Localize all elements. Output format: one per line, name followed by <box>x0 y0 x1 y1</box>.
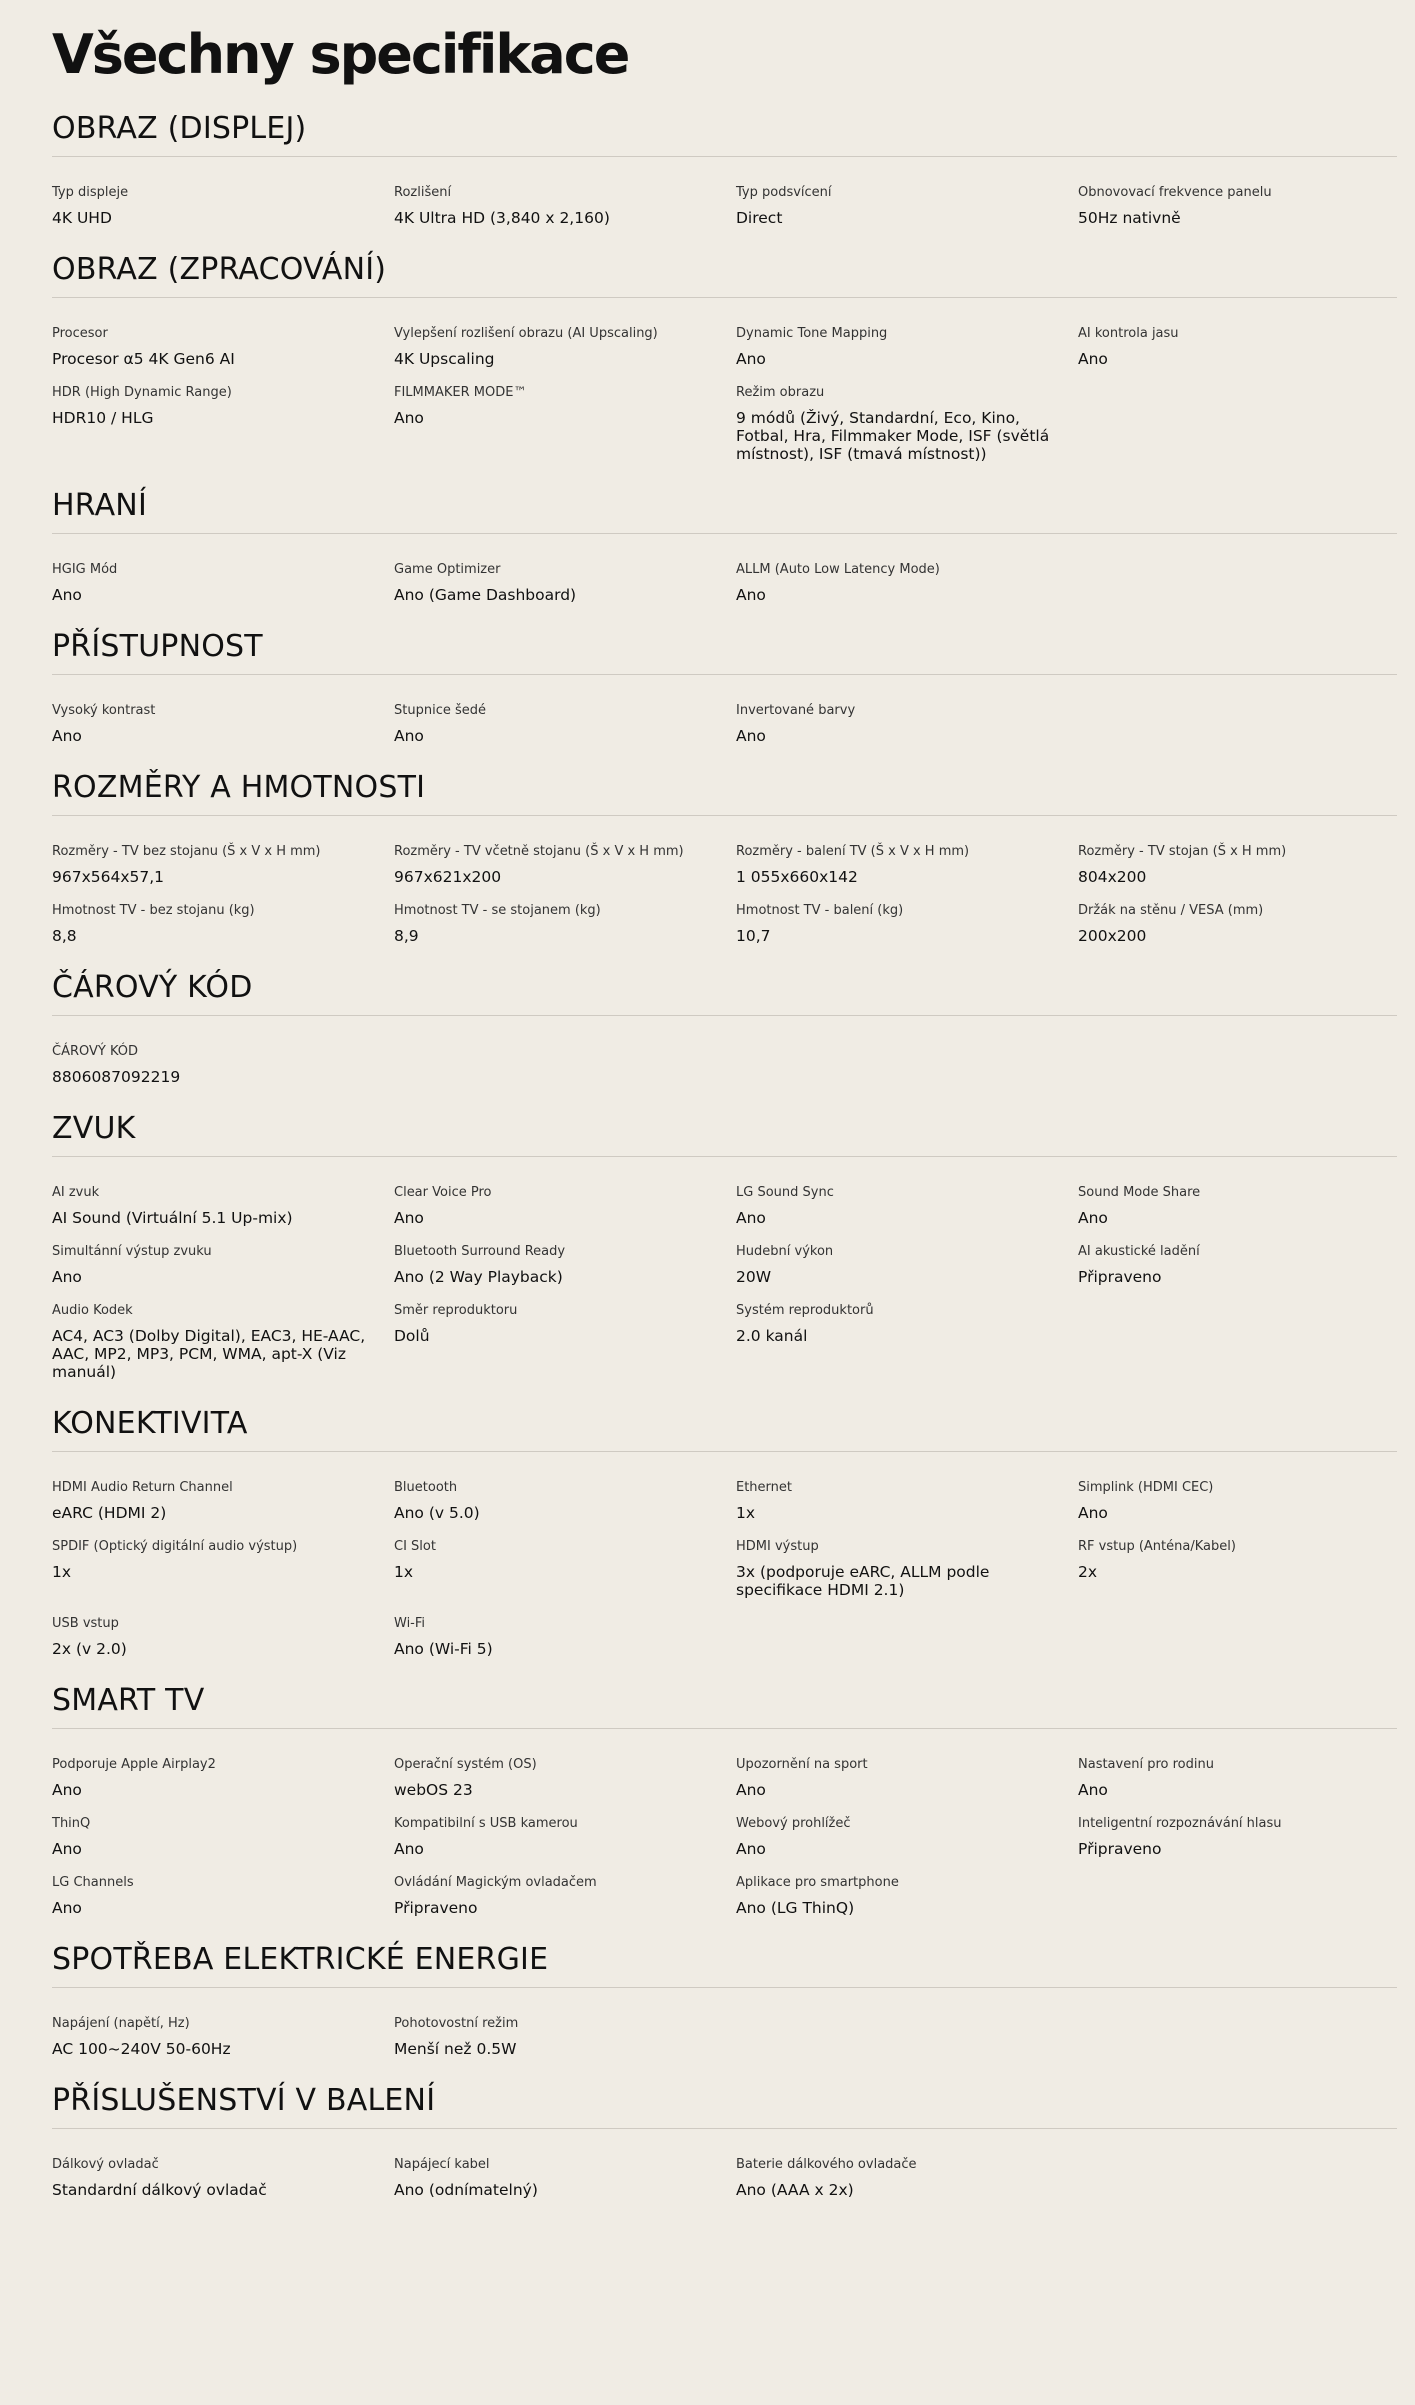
spec-item <box>1078 1539 1390 1599</box>
spec-label: Režim obrazu <box>736 385 825 400</box>
spec-value: 804x200 <box>1078 868 1147 886</box>
spec-item <box>394 1539 736 1599</box>
spec-value: Připraveno <box>1078 1268 1162 1286</box>
spec-label: Vysoký kontrast <box>52 703 156 718</box>
spec-section <box>52 487 1397 604</box>
spec-item <box>394 1616 736 1658</box>
spec-label: Operační systém (OS) <box>394 1757 537 1772</box>
spec-grid <box>52 703 1397 745</box>
spec-label: AI akustické ladění <box>1078 1244 1200 1259</box>
spec-label: Ethernet <box>736 1480 792 1495</box>
spec-item <box>394 703 736 745</box>
spec-label: CI Slot <box>394 1539 436 1554</box>
spec-label: Podporuje Apple Airplay2 <box>52 1757 216 1772</box>
spec-value: 2.0 kanál <box>736 1327 808 1345</box>
spec-item <box>736 185 1078 227</box>
spec-label: Typ displeje <box>52 185 129 200</box>
spec-item <box>52 1539 394 1599</box>
spec-item <box>52 1480 394 1522</box>
spec-label: Simultánní výstup zvuku <box>52 1244 212 1259</box>
spec-item <box>736 1244 1078 1286</box>
spec-label: Vylepšení rozlišení obrazu (AI Upscaling) <box>394 326 658 341</box>
spec-label: Wi-Fi <box>394 1616 426 1631</box>
spec-value: 9 módů (Živý, Standardní, Eco, Kino, Fotbal, Hra, Filmmaker Mode, ISF (světlá místnost), ISF (tmavá místnost)) <box>736 409 1050 463</box>
spec-item <box>52 185 394 227</box>
spec-value: 10,7 <box>736 927 771 945</box>
spec-label: Stupnice šedé <box>394 703 486 718</box>
spec-label: Hudební výkon <box>736 1244 834 1259</box>
spec-value: 2x <box>1078 1563 1098 1581</box>
section-divider <box>52 1015 1397 1016</box>
section-divider <box>52 674 1397 675</box>
spec-label: Aplikace pro smartphone <box>736 1875 899 1890</box>
spec-section <box>52 110 1397 227</box>
section-title: ROZMĚRY A HMOTNOSTI <box>52 770 426 805</box>
spec-label: Bluetooth <box>394 1480 458 1495</box>
spec-label: Rozměry - TV včetně stojanu (Š x V x H mm) <box>394 844 684 859</box>
spec-value: Ano <box>52 1268 82 1286</box>
spec-value: 1x <box>52 1563 72 1581</box>
spec-item <box>394 1303 736 1381</box>
spec-value: Ano (odnímatelný) <box>394 2181 538 2199</box>
spec-label: Nastavení pro rodinu <box>1078 1757 1214 1772</box>
spec-item <box>52 2157 394 2199</box>
spec-label: RF vstup (Anténa/Kabel) <box>1078 1539 1236 1554</box>
spec-item <box>736 1539 1078 1599</box>
spec-item <box>52 562 394 604</box>
spec-item <box>52 385 394 463</box>
spec-item <box>394 903 736 945</box>
spec-item <box>52 1875 394 1917</box>
spec-value: 8,8 <box>52 927 77 945</box>
spec-value: Procesor α5 4K Gen6 AI <box>52 350 235 368</box>
section-divider <box>52 297 1397 298</box>
spec-label: HDR (High Dynamic Range) <box>52 385 232 400</box>
spec-label: Ovládání Magickým ovladačem <box>394 1875 597 1890</box>
spec-item <box>394 1185 736 1227</box>
spec-label: HDMI Audio Return Channel <box>52 1480 233 1495</box>
spec-value: AI Sound (Virtuální 5.1 Up-mix) <box>52 1209 293 1227</box>
spec-item <box>394 185 736 227</box>
spec-item <box>394 1816 736 1858</box>
section-title: PŘÍSLUŠENSTVÍ V BALENÍ <box>52 2083 436 2118</box>
spec-item <box>736 385 1078 463</box>
spec-item <box>1078 1480 1390 1522</box>
spec-label: Baterie dálkového ovladače <box>736 2157 917 2172</box>
spec-label: Napájecí kabel <box>394 2157 490 2172</box>
spec-item <box>52 1044 394 1086</box>
spec-label: AI kontrola jasu <box>1078 326 1179 341</box>
spec-item <box>394 844 736 886</box>
section-divider <box>52 1987 1397 1988</box>
spec-item <box>1078 844 1390 886</box>
spec-value: Ano <box>394 409 424 427</box>
spec-label: Směr reproduktoru <box>394 1303 518 1318</box>
spec-section <box>52 1405 1397 1658</box>
spec-item <box>52 1816 394 1858</box>
spec-value: 50Hz nativně <box>1078 209 1181 227</box>
spec-item <box>52 903 394 945</box>
spec-section <box>52 251 1397 463</box>
spec-item <box>736 703 1078 745</box>
spec-label: ČÁROVÝ KÓD <box>52 1044 139 1059</box>
spec-label: LG Sound Sync <box>736 1185 834 1200</box>
section-title: PŘÍSTUPNOST <box>52 629 263 664</box>
spec-item <box>736 1303 1078 1381</box>
spec-value: Ano <box>52 1781 82 1799</box>
spec-value: HDR10 / HLG <box>52 409 154 427</box>
spec-value: Ano <box>736 1840 766 1858</box>
spec-grid <box>52 326 1397 463</box>
spec-label: Dálkový ovladač <box>52 2157 159 2172</box>
spec-value: 2x (v 2.0) <box>52 1640 127 1658</box>
spec-label: ALLM (Auto Low Latency Mode) <box>736 562 940 577</box>
spec-value: Ano <box>52 1840 82 1858</box>
spec-value: 967x564x57,1 <box>52 868 165 886</box>
section-divider <box>52 1451 1397 1452</box>
spec-value: Ano <box>1078 1504 1108 1522</box>
spec-label: Invertované barvy <box>736 703 856 718</box>
spec-label: Rozměry - TV bez stojanu (Š x V x H mm) <box>52 844 321 859</box>
spec-value: Direct <box>736 209 783 227</box>
spec-item <box>52 2016 394 2058</box>
spec-value: Ano (Game Dashboard) <box>394 586 577 604</box>
spec-grid <box>52 1757 1397 1917</box>
spec-item <box>736 844 1078 886</box>
spec-item <box>736 1875 1078 1917</box>
spec-value: 8806087092219 <box>52 1068 181 1086</box>
spec-label: Upozornění na sport <box>736 1757 868 1772</box>
spec-value: Ano <box>736 586 766 604</box>
spec-label: Systém reproduktorů <box>736 1303 874 1318</box>
section-title: SPOTŘEBA ELEKTRICKÉ ENERGIE <box>52 1942 549 1977</box>
spec-sections <box>52 110 1397 2199</box>
spec-item <box>52 326 394 368</box>
spec-grid <box>52 2157 1397 2199</box>
spec-value: webOS 23 <box>394 1781 473 1799</box>
spec-item <box>52 703 394 745</box>
spec-item <box>1078 1757 1390 1799</box>
spec-value: 4K Ultra HD (3,840 x 2,160) <box>394 209 610 227</box>
spec-item <box>1078 1816 1390 1858</box>
spec-label: Audio Kodek <box>52 1303 133 1318</box>
spec-value: Ano (Wi-Fi 5) <box>394 1640 493 1658</box>
spec-grid <box>52 1185 1397 1381</box>
spec-value: Ano <box>736 350 766 368</box>
spec-label: Kompatibilní s USB kamerou <box>394 1816 578 1831</box>
spec-grid <box>52 2016 1397 2058</box>
spec-grid <box>52 1480 1397 1658</box>
spec-item <box>394 1480 736 1522</box>
spec-value: Standardní dálkový ovladač <box>52 2181 267 2199</box>
spec-label: Hmotnost TV - balení (kg) <box>736 903 904 918</box>
section-divider <box>52 533 1397 534</box>
spec-value: 3x (podporuje eARC, ALLM podle specifikace HDMI 2.1) <box>736 1563 990 1599</box>
spec-item <box>394 1875 736 1917</box>
spec-section <box>52 628 1397 745</box>
spec-item <box>1078 326 1390 368</box>
spec-label: Webový prohlížeč <box>736 1816 851 1831</box>
spec-value: 1 055x660x142 <box>736 868 858 886</box>
section-divider <box>52 1728 1397 1729</box>
spec-item <box>736 1816 1078 1858</box>
spec-item <box>52 1757 394 1799</box>
spec-item <box>52 1185 394 1227</box>
spec-label: Pohotovostní režim <box>394 2016 519 2031</box>
section-divider <box>52 815 1397 816</box>
section-title: OBRAZ (ZPRACOVÁNÍ) <box>52 252 387 287</box>
spec-item <box>394 385 736 463</box>
section-title: HRANÍ <box>52 488 147 523</box>
spec-value: eARC (HDMI 2) <box>52 1504 167 1522</box>
spec-value: Ano <box>1078 1781 1108 1799</box>
spec-label: ThinQ <box>52 1816 91 1831</box>
spec-label: LG Channels <box>52 1875 134 1890</box>
section-title: ČÁROVÝ KÓD <box>52 970 253 1005</box>
spec-value: Ano (2 Way Playback) <box>394 1268 563 1286</box>
spec-value: Ano <box>736 727 766 745</box>
spec-label: Hmotnost TV - se stojanem (kg) <box>394 903 601 918</box>
spec-label: Bluetooth Surround Ready <box>394 1244 566 1259</box>
section-title: ZVUK <box>52 1111 136 1146</box>
section-title: OBRAZ (DISPLEJ) <box>52 111 307 146</box>
spec-label: AI zvuk <box>52 1185 100 1200</box>
spec-label: HDMI výstup <box>736 1539 819 1554</box>
spec-value: Ano <box>1078 350 1108 368</box>
spec-value: Ano <box>736 1209 766 1227</box>
spec-value: Ano <box>394 727 424 745</box>
spec-label: USB vstup <box>52 1616 119 1631</box>
spec-value: Ano <box>1078 1209 1108 1227</box>
spec-value: Ano (v 5.0) <box>394 1504 480 1522</box>
spec-item <box>394 2016 736 2058</box>
spec-value: 200x200 <box>1078 927 1147 945</box>
spec-section <box>52 1941 1397 2058</box>
spec-grid <box>52 562 1397 604</box>
spec-value: Připraveno <box>394 1899 478 1917</box>
spec-item <box>736 326 1078 368</box>
section-divider <box>52 1156 1397 1157</box>
spec-item <box>736 2157 1078 2199</box>
spec-grid <box>52 844 1397 945</box>
spec-label: Hmotnost TV - bez stojanu (kg) <box>52 903 255 918</box>
spec-value: Ano <box>52 727 82 745</box>
spec-item <box>52 1244 394 1286</box>
spec-value: Ano <box>394 1209 424 1227</box>
spec-label: Rozlišení <box>394 185 452 200</box>
spec-item <box>1078 1244 1390 1286</box>
spec-label: Game Optimizer <box>394 562 501 577</box>
spec-value: Menší než 0.5W <box>394 2040 517 2058</box>
spec-label: Inteligentní rozpoznávání hlasu <box>1078 1816 1282 1831</box>
spec-item <box>394 326 736 368</box>
spec-value: Ano (LG ThinQ) <box>736 1899 855 1917</box>
spec-value: 967x621x200 <box>394 868 502 886</box>
spec-value: AC4, AC3 (Dolby Digital), EAC3, HE-AAC, AAC, MP2, MP3, PCM, WMA, apt-X (Viz manuál) <box>52 1327 366 1381</box>
spec-value: Ano <box>394 1840 424 1858</box>
spec-value: AC 100~240V 50-60Hz <box>52 2040 231 2058</box>
spec-label: Simplink (HDMI CEC) <box>1078 1480 1214 1495</box>
spec-value: 4K UHD <box>52 209 112 227</box>
spec-item <box>394 562 736 604</box>
spec-label: Typ podsvícení <box>736 185 832 200</box>
spec-value: Ano <box>52 1899 82 1917</box>
spec-value: Ano (AAA x 2x) <box>736 2181 854 2199</box>
spec-item <box>394 1244 736 1286</box>
spec-item <box>1078 903 1390 945</box>
spec-section <box>52 1110 1397 1381</box>
spec-label: Clear Voice Pro <box>394 1185 492 1200</box>
spec-label: Rozměry - balení TV (Š x V x H mm) <box>736 844 970 859</box>
spec-label: HGIG Mód <box>52 562 118 577</box>
spec-label: Dynamic Tone Mapping <box>736 326 888 341</box>
spec-section <box>52 769 1397 945</box>
spec-item <box>736 1757 1078 1799</box>
spec-item <box>1078 1185 1390 1227</box>
spec-value: 4K Upscaling <box>394 350 495 368</box>
spec-section <box>52 969 1397 1086</box>
spec-item <box>52 844 394 886</box>
spec-value: Ano <box>736 1781 766 1799</box>
spec-item <box>52 1303 394 1381</box>
spec-value: 20W <box>736 1268 772 1286</box>
spec-section <box>52 1682 1397 1917</box>
spec-item <box>394 2157 736 2199</box>
spec-value: Dolů <box>394 1327 430 1345</box>
spec-value: 1x <box>736 1504 756 1522</box>
spec-label: Sound Mode Share <box>1078 1185 1201 1200</box>
spec-section <box>52 2082 1397 2199</box>
spec-item <box>1078 185 1390 227</box>
section-title: KONEKTIVITA <box>52 1406 248 1441</box>
section-title: SMART TV <box>52 1683 205 1718</box>
spec-label: SPDIF (Optický digitální audio výstup) <box>52 1539 298 1554</box>
section-divider <box>52 156 1397 157</box>
spec-grid <box>52 1044 1397 1086</box>
spec-value: Ano <box>52 586 82 604</box>
section-divider <box>52 2128 1397 2129</box>
spec-label: Držák na stěnu / VESA (mm) <box>1078 903 1264 918</box>
spec-item <box>736 1480 1078 1522</box>
spec-value: 1x <box>394 1563 414 1581</box>
spec-label: Rozměry - TV stojan (Š x H mm) <box>1078 844 1287 859</box>
spec-item <box>394 1757 736 1799</box>
spec-item <box>736 903 1078 945</box>
page-title: Všechny specifikace <box>52 23 629 86</box>
spec-value: 8,9 <box>394 927 419 945</box>
spec-label: FILMMAKER MODE™ <box>394 385 527 400</box>
spec-item <box>736 562 1078 604</box>
spec-label: Procesor <box>52 326 108 341</box>
spec-grid <box>52 185 1397 227</box>
spec-item <box>736 1185 1078 1227</box>
spec-label: Obnovovací frekvence panelu <box>1078 185 1272 200</box>
spec-item <box>52 1616 394 1658</box>
spec-label: Napájení (napětí, Hz) <box>52 2016 190 2031</box>
spec-value: Připraveno <box>1078 1840 1162 1858</box>
